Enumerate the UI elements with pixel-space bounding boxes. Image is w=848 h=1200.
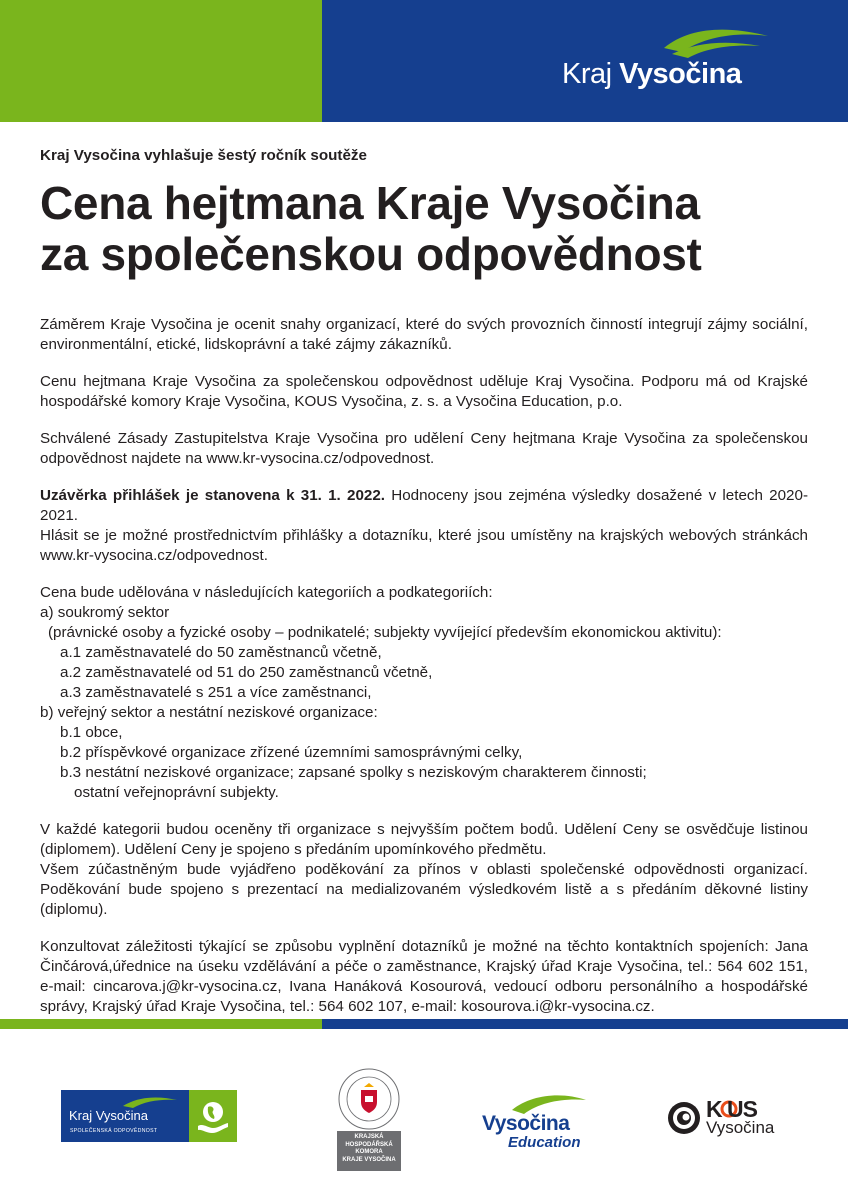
list-item: b.3 nestátní neziskové organizace; zapsané spolky s neziskovým charakterem činnosti; bbox=[60, 764, 647, 781]
category-b-label: b) veřejný sektor a nestátní neziskové organizace: bbox=[40, 704, 378, 721]
title-line-1: Cena hejtmana Kraje Vysočina bbox=[40, 177, 700, 229]
footer-green-band bbox=[0, 1019, 322, 1029]
chamber-line: KRAJE VYSOČINA bbox=[342, 1156, 396, 1163]
rules-paragraph: Schválené Zásady Zastupitelstva Kraje Vysočina pro udělení Ceny hejtmana Kraje Vysočina za společenskou odpovědnost najdete na www.kr-vysocina.cz/odpovednost. bbox=[40, 430, 808, 467]
kous-logo-name: K US bbox=[706, 1096, 757, 1122]
header-green-band bbox=[0, 0, 322, 122]
support-paragraph: Cenu hejtmana Kraje Vysočina za společenskou odpovědnost uděluje Kraj Vysočina. Podporu má od Krajské hospodářské komory Kraje Vysočina, KOUS Vysočina, z. s. a Vysočina Education, p.o. bbox=[40, 373, 808, 410]
list-item-continuation: ostatní veřejnoprávní subjekty. bbox=[74, 784, 279, 801]
chamber-line: HOSPODÁŘSKÁ bbox=[345, 1141, 393, 1148]
kous-spiral-icon bbox=[666, 1096, 706, 1140]
page-title bbox=[40, 178, 808, 280]
logo-text-bold: Vysočina bbox=[619, 58, 742, 90]
list-item: a.1 zaměstnavatelé do 50 zaměstnanců včetně, bbox=[60, 644, 382, 661]
list-item: a.2 zaměstnavatelé od 51 do 250 zaměstnanců včetně, bbox=[60, 664, 433, 681]
intro-paragraph: Záměrem Kraje Vysočina je ocenit snahy organizací, které do svých provozních činností integrují zájmy sociální, environmentální, etické, lidskoprávní a také zájmy zákazníků. bbox=[40, 316, 808, 353]
deadline-bold: Uzávěrka přihlášek je stanovena k 31. 1. 2022. bbox=[40, 487, 386, 504]
kraj-logo-swoosh-icon bbox=[121, 1095, 181, 1109]
education-swoosh-icon bbox=[482, 1090, 592, 1114]
kraj-logo-name: Kraj Vysočina bbox=[69, 1108, 148, 1123]
footer-blue-band bbox=[322, 1019, 848, 1029]
chamber-of-commerce-logo bbox=[328, 1066, 410, 1172]
chamber-line: KOMORA bbox=[355, 1149, 383, 1156]
application-paragraph: Hlásit se je možné prostřednictvím přihlášky a dotazníku, které jsou umístěny na krajských webových stránkách www.kr-vysocina.cz/odpovednost. bbox=[40, 527, 808, 564]
kraj-vysocina-logo bbox=[560, 24, 780, 104]
kraj-logo-subtitle: SPOLEČENSKÁ ODPOVĚDNOST bbox=[70, 1128, 158, 1134]
list-item: b.2 příspěvkové organizace zřízené územními samosprávnými celky, bbox=[60, 744, 523, 761]
chamber-name-box bbox=[337, 1131, 401, 1171]
logo-text bbox=[562, 58, 741, 91]
kous-vysocina-logo bbox=[666, 1096, 784, 1140]
list-item: a.3 zaměstnavatelé s 251 a více zaměstnanci, bbox=[60, 684, 372, 701]
education-logo-name: Vysočina bbox=[482, 1112, 570, 1135]
deadline-rest: Hodnoceny jsou zejména výsledky dosažené v letech 2020-2021. bbox=[40, 487, 808, 524]
thanks-paragraph: Všem zúčastněným bude vyjádřeno poděkování za přínos v oblasti společenské odpovědnosti organizací. Poděkování bude spojeno s prezentací na medializovaném výsledkovém listě a s předáním děkovné listiny (diplomu). bbox=[40, 861, 808, 918]
kous-logo-subtitle: Vysočina bbox=[706, 1118, 775, 1137]
categories-intro: Cena bude udělována v následujících kategoriích a podkategoriích: bbox=[40, 584, 493, 601]
main-content bbox=[40, 146, 808, 1017]
title-line-2: za společenskou odpovědnost bbox=[40, 228, 702, 280]
globe-hand-icon bbox=[189, 1090, 237, 1142]
list-item: b.1 obce, bbox=[60, 724, 123, 741]
chamber-line: KRAJSKÁ bbox=[354, 1134, 384, 1140]
vysocina-education-logo bbox=[482, 1090, 592, 1152]
chamber-seal-icon bbox=[328, 1066, 410, 1132]
kicker: Kraj Vysočina vyhlašuje šestý ročník soutěže bbox=[40, 147, 367, 164]
kraj-vysocina-partner-logo bbox=[61, 1090, 237, 1142]
category-a-description: (právnické osoby a fyzické osoby – podnikatelé; subjekty vyvíjející především ekonomickou aktivitu): bbox=[48, 624, 722, 641]
awards-paragraph: V každé kategorii budou oceněny tři organizace s nejvyšším počtem bodů. Udělení Ceny se osvědčuje listinou (diplomem). Udělení Ceny je spojeno s předáním upomínkového předmětu. bbox=[40, 821, 808, 858]
categories-list bbox=[40, 583, 808, 803]
kraj-logo-green-panel bbox=[189, 1090, 237, 1142]
category-a-label: a) soukromý sektor bbox=[40, 604, 170, 621]
education-logo-subtitle: Education bbox=[508, 1134, 581, 1151]
contact-paragraph: Konzultovat záležitosti týkající se způsobu vyplnění dotazníků je možné na těchto kontaktních spojeních: Jana Činčárová,úřednice na úseku vzdělávání a péče o zaměstnance, Krajský úřad Kraje Vysočina, tel.: 564 602 151, e-mail: cincarova.j@kr-vysocina.cz, Ivana Hanáková Kosourová, vedoucí odboru personálního a hospodářské správy, Krajský úřad Kraje Vysočina, tel.: 564 602 107, e-mail: kosourova.i@kr-vysocina.cz. bbox=[40, 938, 808, 1015]
deadline-paragraph bbox=[40, 486, 808, 526]
logo-text-light: Kraj bbox=[562, 58, 620, 90]
